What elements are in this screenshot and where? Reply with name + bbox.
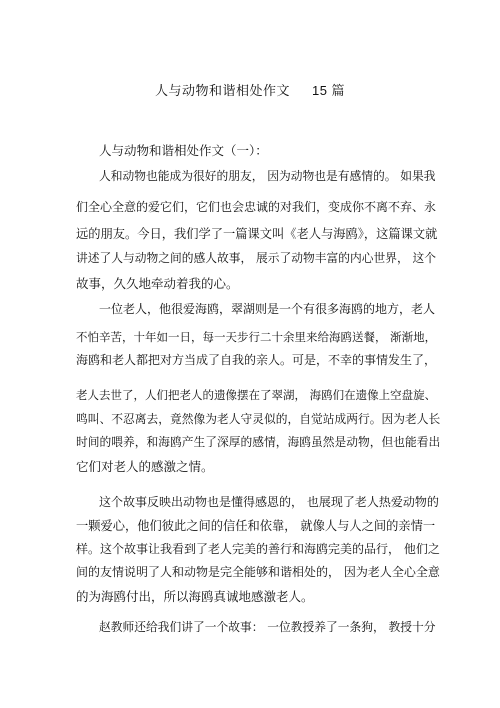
text-line: 一位老人，他很爱海鸥，翠湖则是一个有很多海鸥的地方，老人 [99, 302, 436, 316]
text-line: 它们对老人的感激之情。 [76, 459, 214, 474]
text-line: 海鸥和老人都把对方当成了自我的亲人。可是，不幸的事情发生了， [76, 353, 437, 367]
text-line: 这个故事反映出动物也是懂得感恩的， 也展现了老人热爱动物的 [99, 495, 439, 509]
text-line: 老人去世了，人们把老人的遗像摆在了翠湖， 海鸥们在遗像上空盘旋、 [76, 388, 437, 402]
text-line: 远的朋友。今日，我们学了一篇课文叫《老人与海鸥》，这篇课文就 [76, 227, 438, 241]
text-line: 讲述了人与动物之间的感人故事， 展示了动物丰富的内心世界， 这个 [76, 251, 436, 265]
text-line: 的为海鸥付出，所以海鸥真诚地感激老人。 [76, 589, 314, 604]
text-line: 人和动物也能成为很好的朋友， 因为动物也是有感情的。 如果我 [99, 169, 436, 183]
text-line: 不怕辛苦，十年如一日，每一天步行二十余里来给海鸥送餐， 渐渐地， [76, 330, 437, 344]
text-line: 故事，久久地牵动着我的心。 [76, 276, 239, 291]
text-line: 样。这个故事让我看到了老人完美的善行和海鸥完美的品行， 他们之 [76, 542, 440, 556]
title-count: 15 篇 [311, 83, 346, 98]
text-line: 们全心全意的爱它们，它们也会忠诚的对我们，变成你不离不弃、永 [76, 200, 437, 214]
text-line: 间的友情说明了人和动物是完全能够和谐相处的， 因为老人全心全意 [76, 565, 440, 579]
text-line: 鸣叫、不忍离去，竟然像为老人守灵似的，自觉站成两行。因为老人长 [76, 412, 441, 426]
text-line: 一颗爱心，他们彼此之间的信任和依靠， 就像人与人之间的亲情一 [76, 519, 436, 533]
title-text: 人与动物和谐相处作文 [154, 84, 290, 99]
document-title [0, 80, 500, 99]
section-heading: 人与动物和谐相处作文（一）： [99, 143, 268, 158]
text-line: 时间的喂养，和海鸥产生了深厚的感情，海鸥虽然是动物，但也能看出 [76, 435, 441, 449]
text-line: 赵教师还给我们讲了一个故事： 一位教授养了一条狗， 教授十分 [99, 620, 436, 634]
